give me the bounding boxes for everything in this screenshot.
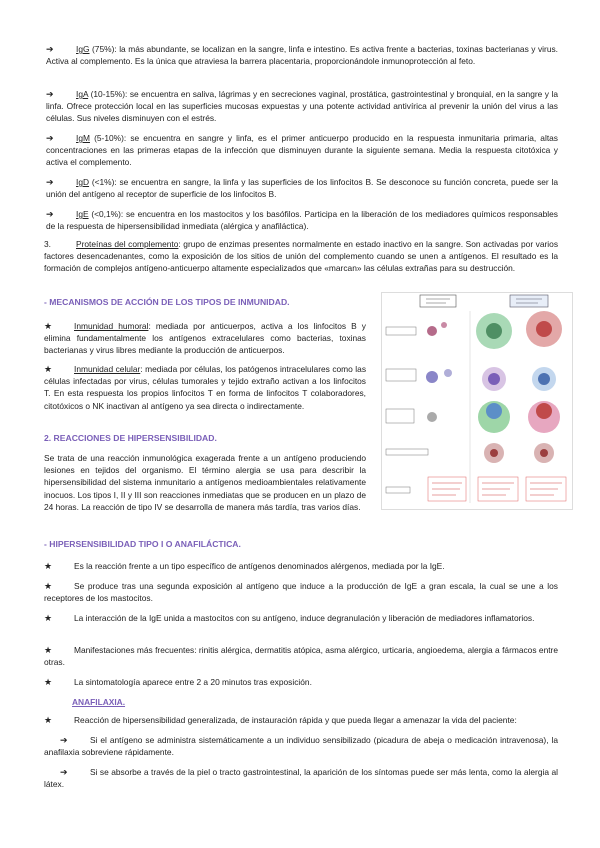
arrow-icon: ➔ — [60, 767, 68, 777]
text-igm: (5-10%): se encuentra en sangre y linfa, es el primer anticuerpo producido en la respuesta inmunitaria primaria, altas concentraciones en las primeras etapas de la infección que disminuyen durante la siguiente semana. Media la respuesta citotóxica y activa el complemento. — [46, 133, 558, 168]
term-igd: IgD — [76, 177, 90, 187]
text-ige: (<0,1%): se encuentra en los mastocitos y los basófilos. Participa en la liberación de los mediadores químicos responsables de la respuesta de hipersensibilidad inmediata (alérgica y anafiláctica). — [46, 209, 558, 232]
complement-number: 3. — [44, 239, 51, 249]
item-igm — [46, 132, 558, 169]
arrow-icon: ➔ — [46, 44, 54, 54]
star-icon: ★ — [44, 645, 53, 655]
tipo1-text-2: Se produce tras una segunda exposición al antígeno que induce a la producción de IgE a gran escala, la cual se une a los receptores de los mastocitos. — [44, 581, 558, 604]
term-iga: IgA — [76, 89, 89, 99]
celular-text: : mediada por células, los patógenos intracelulares como las células infectadas por virus, células tumorales y tejido extraño activan a los linfocitos T. En esta respuesta los propios linfocitos T en forma de linfocitos T colaboradores, citotóxicos o NK inactivan al antígeno ya sea directa o indirectamente. — [44, 364, 367, 411]
term-igg: IgG — [76, 44, 90, 54]
tipo1-item-4 — [44, 644, 558, 668]
anafilaxia-heading: ANAFILAXIA. — [72, 697, 126, 707]
star-icon: ★ — [44, 561, 53, 571]
tipo1-text-4: Manifestaciones más frecuentes: rinitis alérgica, dermatitis atópica, asma alérgico, urticaria, angioedema, alergia a fármacos entre otras. — [44, 645, 558, 668]
arrow-icon: ➔ — [46, 89, 54, 99]
humoral-paragraph — [44, 320, 366, 357]
hipersensibilidad-paragraph: Se trata de una reacción inmunológica exagerada frente a un antígeno produciendo lesiones en tejidos del organismo. El término alergia se usa para describir la hipersensibilidad del sistema inmunitario a antígenos medioambientales relativamente inocuos. Los tipos I, II y III son reacciones inmediatas que se producen en un plazo de 24 horas. La reacción de tipo IV se desarrolla de manera más tardía, tras varios días. — [44, 453, 366, 512]
section-heading-tipo-i: - HIPERSENSIBILIDAD TIPO I O ANAFILÁCTICA. — [44, 539, 241, 549]
item-iga — [46, 88, 558, 125]
anafilaxia-subitem-1 — [44, 734, 558, 758]
tipo1-text-3: La interacción de la IgE unida a mastocitos con su antígeno, induce degranulación y liberación de mediadores inflamatorios. — [74, 613, 535, 623]
anafilaxia-subtext-1: Si el antígeno se administra sistemáticamente a un individuo sensibilizado (picadura de abeja o medicación intravenosa), la anafilaxia sobreviene rápidamente. — [44, 735, 558, 758]
term-igm: IgM — [76, 133, 90, 143]
star-icon: ★ — [44, 321, 53, 331]
tipo1-item-5 — [44, 676, 558, 688]
tipo1-text-5: La sintomatología aparece entre 2 a 20 minutos tras exposición. — [74, 677, 312, 687]
humoral-text: : mediada por anticuerpos, activa a los linfocitos B y elimina fundamentalmente los antígenos extracelulares como bacterias, toxinas bacterianas y virus libres mediante la producción de anticuerpos. — [44, 321, 366, 356]
term-ige: IgE — [76, 209, 89, 219]
tipo1-text-1: Es la reacción frente a un tipo específico de antígenos denominados alérgenos, mediada por la IgE. — [74, 561, 445, 571]
tipo1-item-3 — [44, 612, 558, 624]
text-iga: (10-15%): se encuentra en saliva, lágrimas y en secreciones vaginal, prostática, gastrointestinal y bronquial, en la sangre y la linfa. Ofrece protección local en las superficies mucosas expuestas y una potente actividad antivírica al prevenir la unión del virus a las células. Sus niveles disminuyen con el estrés. — [46, 89, 558, 124]
item-ige — [46, 208, 558, 232]
celular-term: Inmunidad celular — [74, 364, 141, 374]
arrow-icon: ➔ — [60, 735, 68, 745]
star-icon: ★ — [44, 715, 53, 725]
immunity-illustration — [382, 293, 572, 509]
anafilaxia-item — [44, 714, 558, 726]
celular-paragraph — [44, 363, 366, 412]
text-igg: (75%): la más abundante, se localizan en la sangre, linfa e intestino. Es activa frente a bacterias, toxinas bacterianas y virus. Activa al complemento. Es la única que atraviesa la barrera placentaria, proporcionándole inmunoprotección al feto. — [46, 44, 558, 67]
section-heading-hipersensibilidad: 2. REACCIONES DE HIPERSENSIBILIDAD. — [44, 433, 217, 443]
anafilaxia-subitem-2 — [44, 766, 558, 790]
arrow-icon: ➔ — [46, 177, 54, 187]
tipo1-item-2 — [44, 580, 558, 604]
complement-term: Proteínas del complemento — [76, 239, 179, 249]
anafilaxia-text: Reacción de hipersensibilidad generalizada, de instauración rápida y que pueda llegar a amenazar la vida del paciente: — [74, 715, 517, 725]
immunity-figure — [381, 292, 573, 510]
star-icon: ★ — [44, 364, 53, 374]
arrow-icon: ➔ — [46, 133, 54, 143]
section-heading-mecanismos: - MECANISMOS DE ACCIÓN DE LOS TIPOS DE INMUNIDAD. — [44, 297, 290, 307]
humoral-term: Inmunidad humoral — [74, 321, 149, 331]
complement-paragraph — [44, 238, 558, 275]
text-igd: (<1%): se encuentra en sangre, la linfa y las superficies de los linfocitos B. Se desconoce su función concreta, puede ser la unión del antígeno al receptor de superficie de los linfocitos B. — [46, 177, 558, 200]
star-icon: ★ — [44, 581, 53, 591]
anafilaxia-subtext-2: Si se absorbe a través de la piel o tracto gastrointestinal, la aparición de los síntomas puede ser más lenta, como la alergia al látex. — [44, 767, 558, 790]
item-igg — [46, 43, 558, 67]
complement-text: : grupo de enzimas presentes normalmente en estado inactivo en la sangre. Son activadas por varios factores desencadenantes, como la exposición de los sitios de unión del complemento cuando se unen a antígenos. El resultado es la formación de complejos antígeno-anticuerpo altamente especializados que «marcan» las células extrañas para su destrucción. — [44, 239, 559, 274]
tipo1-item-1 — [44, 560, 558, 572]
item-igd — [46, 176, 558, 200]
star-icon: ★ — [44, 677, 53, 687]
arrow-icon: ➔ — [46, 209, 54, 219]
star-icon: ★ — [44, 613, 53, 623]
